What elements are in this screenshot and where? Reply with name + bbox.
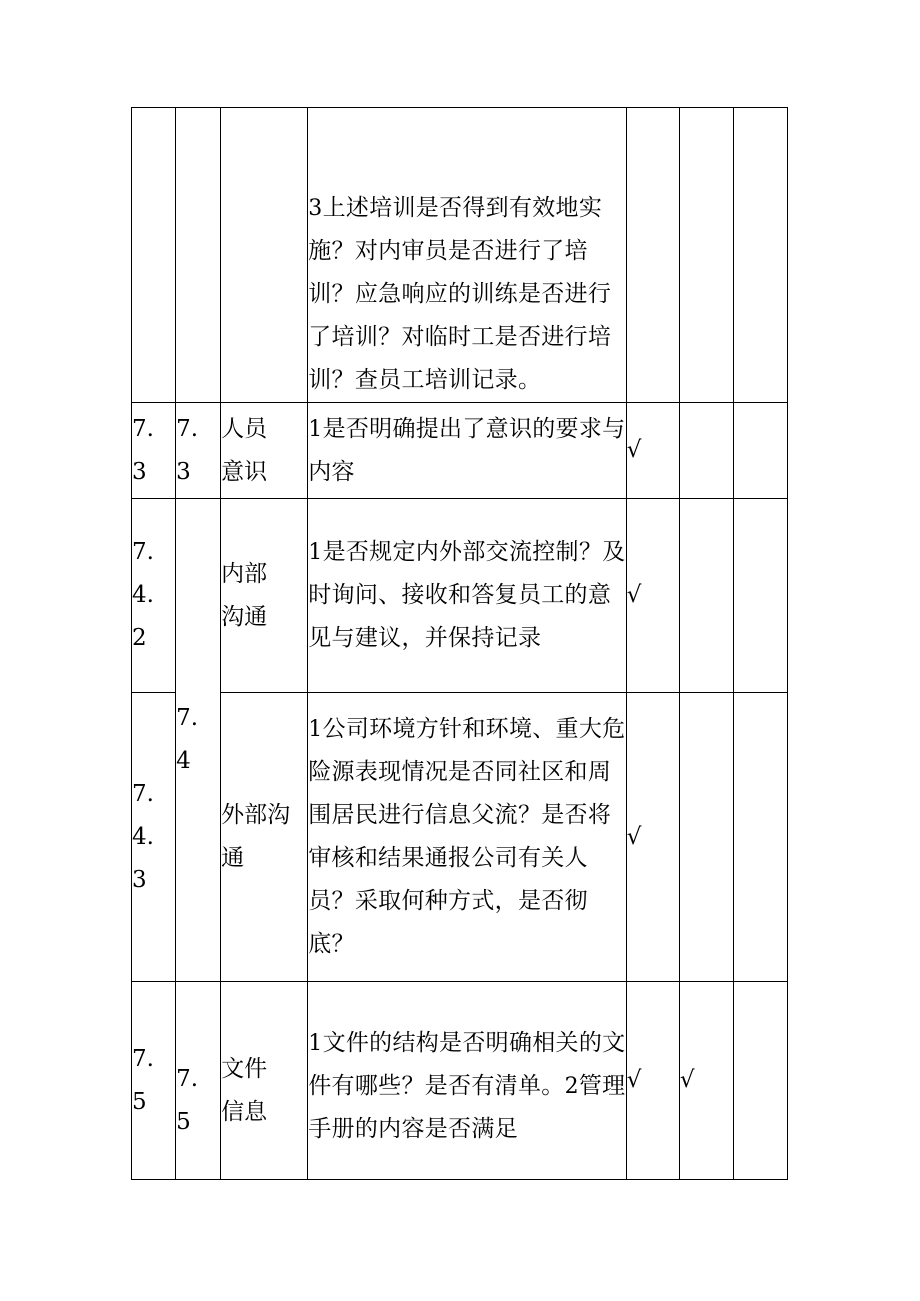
check-mark-2: √ <box>679 982 733 1180</box>
topic-cell: 文件信息 <box>221 982 308 1180</box>
content-cell <box>308 499 626 693</box>
check-mark-1: √ <box>626 982 679 1180</box>
check-mark-2 <box>679 108 733 403</box>
check-mark-3 <box>733 403 787 499</box>
check-mark-2 <box>679 499 733 693</box>
topic-cell <box>221 108 308 403</box>
sub-clause-cell: 7.3 <box>176 403 221 499</box>
table-row <box>132 982 788 1180</box>
table-row <box>132 693 788 982</box>
topic-cell: 内部沟通 <box>221 499 308 693</box>
item-text-2: 管理手册的内容是否满足 <box>308 1073 626 1142</box>
content-cell <box>308 403 626 499</box>
table-row <box>132 403 788 499</box>
clause-cell: 7.5 <box>132 982 176 1180</box>
item-text: 文件的结构是否明确相关的文件有哪些？是否有清单。 <box>308 1030 626 1099</box>
topic-cell: 外部沟通 <box>221 693 308 982</box>
check-mark-2 <box>679 403 733 499</box>
item-text: 是否规定内外部交流控制？及时询问、接收和答复员工的意见与建议，并保持记录 <box>308 539 626 651</box>
check-mark-3 <box>733 693 787 982</box>
item-number-2: 2 <box>564 1074 579 1099</box>
sub-clause-cell: 7.5 <box>176 982 221 1180</box>
check-mark-2 <box>679 693 733 982</box>
check-mark-1: √ <box>626 693 679 982</box>
clause-cell: 7.3 <box>132 403 176 499</box>
sub-clause-cell <box>176 108 221 403</box>
content-cell <box>308 693 626 982</box>
item-number: 1 <box>308 717 323 742</box>
check-mark-1: √ <box>626 499 679 693</box>
item-text: 是否明确提出了意识的要求与内容 <box>308 415 626 485</box>
item-number: 1 <box>308 1031 323 1056</box>
check-mark-3 <box>733 499 787 693</box>
item-number: 3 <box>308 196 323 221</box>
item-number: 1 <box>308 540 323 565</box>
sub-clause-cell: 7.4 <box>176 499 221 982</box>
item-text: 上述培训是否得到有效地实施？对内审员是否进行了培训？应急响应的训练是否进行了培训？对临时工是否进行培训？查员工培训记录。 <box>308 195 612 393</box>
table-row <box>132 499 788 693</box>
check-mark-1: √ <box>626 403 679 499</box>
check-mark-3 <box>733 108 787 403</box>
item-text: 公司环境方针和环境、重大危险源表现情况是否同社区和周围居民进行信息父流？是否将审核和结果通报公司有关人员？采取何种方式，是否彻底？ <box>308 716 626 957</box>
item-number: 1 <box>308 416 323 442</box>
check-mark-1 <box>626 108 679 403</box>
table-row <box>132 108 788 403</box>
clause-cell: 7.4.2 <box>132 499 176 693</box>
clause-cell: 7.4.3 <box>132 693 176 982</box>
content-cell <box>308 982 626 1180</box>
audit-checklist-table <box>131 107 788 1180</box>
check-mark-3 <box>733 982 787 1180</box>
clause-cell <box>132 108 176 403</box>
content-cell <box>308 108 626 403</box>
topic-cell: 人员意识 <box>221 403 308 499</box>
